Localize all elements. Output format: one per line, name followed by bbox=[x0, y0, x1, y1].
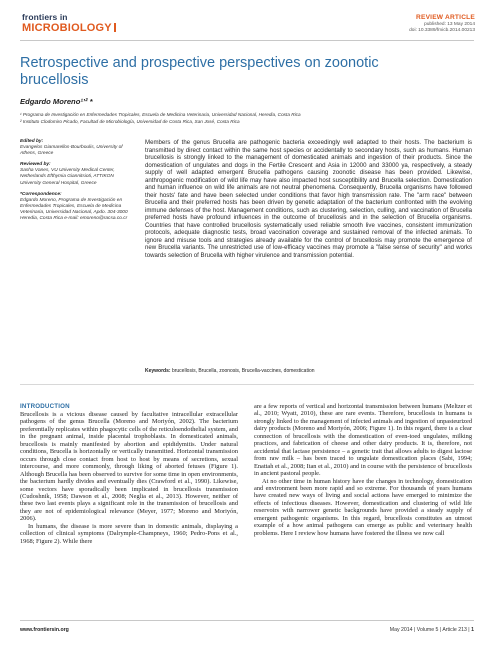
page-number: 1 bbox=[471, 627, 474, 633]
article-meta bbox=[409, 14, 475, 34]
article-title: Retrospective and prospective perspectives on zoonotic brucellosis bbox=[20, 55, 379, 88]
published-date: published: 13 May 2014 bbox=[424, 22, 475, 28]
reviewed-by-label: Reviewed by: bbox=[20, 162, 51, 168]
keywords-line bbox=[145, 368, 472, 374]
paragraph: In humans, the disease is more severe than in domestic animals, displaying a collection of clinical symptoms (Dalrymple-Champneys, 1960; Pedro-Pons et al., 1968; Figure 2). While there bbox=[20, 522, 238, 545]
correspondence-label: *Correspondence: bbox=[20, 191, 62, 197]
footer-meta bbox=[390, 627, 474, 633]
article-type: REVIEW ARTICLE bbox=[416, 14, 475, 21]
edited-by-text: Evangelos Giamarellos-Bourboulis, University of Athens, Greece bbox=[20, 145, 123, 157]
logo-bar-icon bbox=[114, 23, 116, 32]
abstract-divider bbox=[20, 384, 474, 385]
body-column-right bbox=[254, 403, 472, 537]
logo-top-text: frontiers in bbox=[22, 12, 68, 22]
edited-by-label: Edited by: bbox=[20, 139, 44, 144]
footer-site-link[interactable]: www.frontiersin.org bbox=[20, 627, 69, 633]
header-divider bbox=[20, 40, 474, 41]
body-column-left bbox=[20, 411, 238, 545]
logo-journal-name: MICROBIOLOGY bbox=[22, 21, 112, 34]
correspondence-text[interactable]: Edgardo Moreno, Programa de Investigación en Enfermedades Tropicales, Escuela de Medicina Veterinaria, Universidad Nacional, Apdo. 304-3000 Heredia, Costa Rica e-mail: emoreno@racsa.co.cr bbox=[20, 197, 128, 222]
abstract: Members of the genus Brucella are pathogenic bacteria exceedingly well adapted to their hosts. The bacterium is transmitted by direct contact within the same host species or accidentally to secondary hosts, such as humans. Human brucellosis is strongly linked to the management of domesticated animals and ingestion of their products. Since the domestication of ungulates and dogs in the Fertile Crescent and Asia in 12000 and 33000 ya, respectively, a steady supply of well adapted emergent Brucella pathogens causing zoonotic disease has been provided. Likewise, anthropogenic modification of wild life may have also impacted host susceptibility and Brucella selection. Domestication and human influence on wild life animals are not neutral phenomena. Consequently, Brucella organisms have followed their hosts' fate and have been selected under conditions that favor high transmission rate. The "arm race" between Brucella and their preferred hosts has been driven by genetic adaptation of the bacterium confronted with the evolving immune defenses of the host. Management conditions, such as clustering, selection, culling, and vaccination of Brucella preferred hosts have profound influences in the outcome of brucellosis and in the selection of Brucella organisms. Countries that have controlled brucellosis systematically used reliable smooth live vaccines, consistent immunization protocols, adequate diagnostic tests, broad vaccination coverage and sustained removal of the infected animals. To ignore and misuse tools and strategies already available for the control of brucellosis may promote the emergence of new Brucella variants. The unrestricted use of low-efficacy vaccines may promote a "false sense of security" and works towards selection of Brucella with higher virulence and transmission potential. bbox=[145, 139, 472, 259]
logo-bottom-text bbox=[22, 23, 124, 34]
doi-link[interactable]: doi: 10.3389/fmicb.2014.00213 bbox=[409, 27, 475, 33]
affiliation-2: ² Instituto Clodomiro Picado, Facultad de Microbiología, Universidad de Costa Rica, San José, Costa Rica bbox=[20, 119, 240, 124]
keywords-text: brucellosis, Brucella, zoonosis, Brucella-vaccines, domestication bbox=[171, 368, 315, 374]
correspondence-block bbox=[20, 192, 130, 222]
author-line: Edgardo Moreno¹ʼ² * bbox=[20, 97, 93, 106]
affiliation-1: ¹ Programa de Investigación en Enfermedades Tropicales, Escuela de Medicina Veterinaria, Universidad Nacional, Heredia, Costa Rica bbox=[20, 112, 301, 117]
section-heading-introduction: INTRODUCTION bbox=[20, 403, 70, 410]
paragraph: are a few reports of vertical and horizontal transmission between humans (Meltzer et al., 2010; Wyatt, 2010), these are rare events. Therefore, brucellosis in humans is strongly linked to the management of infected animals and ingestion of unpasteurized dairy products (Moreno and Moriyón, 2006; Figure 1). In this regard, there is a clear connection of brucellosis with the domestication of even-toed ungulates, milking practices, and fabrication of cheese and other dairy products. It is, therefore, not accidental that lactase persistence – a genetic trait that allows adults to digest lactose from raw milk – has been traced to ungulate domestication places (Sabi, 1994; Enattah et al., 2008; Itan et al., 2010) and in course with the persistence of brucellosis in ancient pastoral people. bbox=[254, 403, 472, 478]
reviewed-by-block bbox=[20, 162, 130, 186]
editorial-sidebar bbox=[20, 139, 130, 227]
reviewed-by-text: Sasha Vanes, VU University Medical Center, Netherlands Efthymia Giannitsioti, ATTIKON University General Hospital, Greece bbox=[20, 168, 115, 186]
paragraph: Brucellosis is a vicious disease caused by facultative intracellular extracellular pathogens of the genus Brucella (Moreno and Moriyón, 2002). The bacterium preferentially replicates within phagocytic cells of the reticuloendothelial system, and in the pregnant animal, inside placental trophoblasts. In domesticated animals, brucellosis is mainly manifested by abortion and epididymitis. Under natural conditions, Brucella is horizontally or vertically transmitted. Horizontal transmission occurs through close contact from host to host by means of secretions, sexual intercourse, and more commonly, through liking of aborted fetuses (Figure 1). Although Brucella has been observed to survive for some time in open environments, the bacterium hardly divides and eventually dies (Crawford et al., 1990). Likewise, some vectors have sporadically been implicated in brucellosis transmission (Cudoshnik, 1958; Dawson et al., 2008; Neglia et al., 2013). However, neither of these two last events plays a significant role in the transmission of brucellosis and they are not of epidemiological relevance (Meyer, 1977; Moreno and Moriyón, 2006). bbox=[20, 411, 238, 523]
journal-logo[interactable] bbox=[22, 13, 124, 34]
footer-divider bbox=[20, 620, 474, 621]
paragraph: At no other time in human history have the changes in technology, domestication and environment been more rapid and so extreme. For thousands of years humans have created new ways of living and social actions have emerged to minimize the effects of infectious diseases. However, domestication and clustering of wild life reservoirs with narrower genetic backgrounds have provided a steady supply of emergent pathogenic organisms. In this regard, brucellosis constitutes an utmost example of a how animal pathogens can emerge as public and veterinary health problems. Here I review how humans have fostered the illness we now call bbox=[254, 477, 472, 537]
keywords-label: Keywords: bbox=[145, 368, 171, 374]
edited-by-block bbox=[20, 139, 130, 157]
footer-issue-info: May 2014 | Volume 5 | Article 213 | bbox=[389, 627, 470, 633]
